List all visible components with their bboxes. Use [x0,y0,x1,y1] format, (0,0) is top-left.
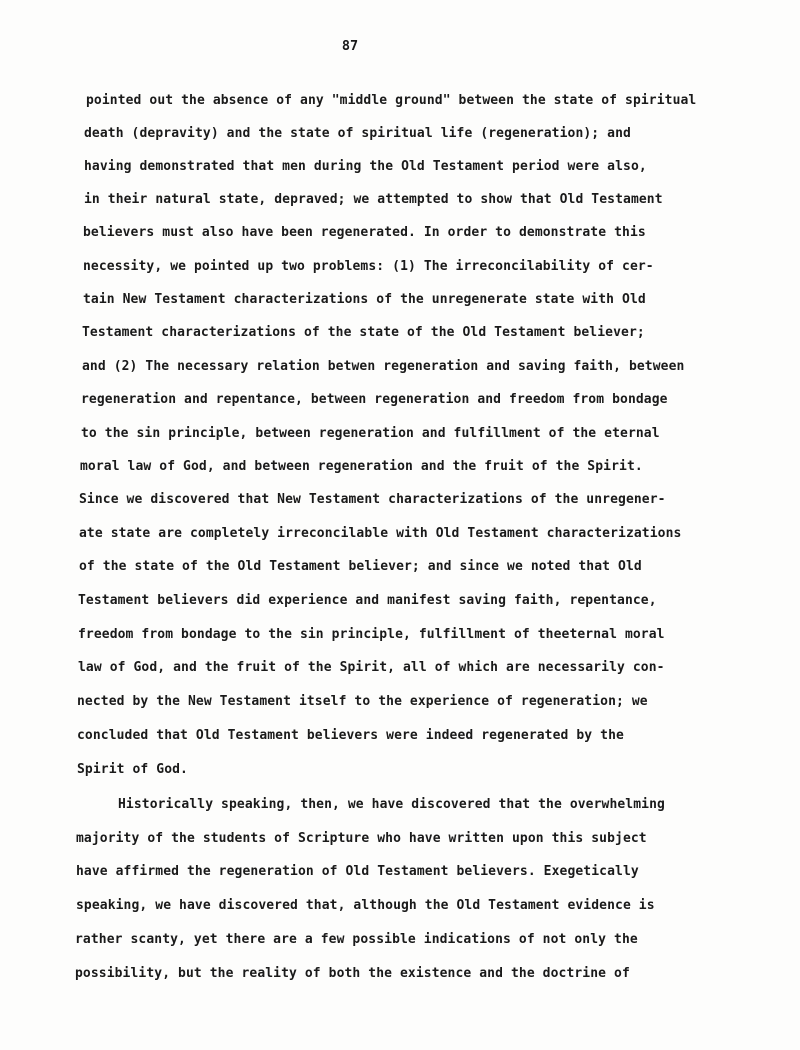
text-line: in their natural state, depraved; we attempted to show that Old Testament [84,192,663,207]
text-line: and (2) The necessary relation betwen regeneration and saving faith, between [82,359,685,374]
text-line: have affirmed the regeneration of Old Testament believers. Exegetically [76,864,639,879]
text-line: majority of the students of Scripture who have written upon this subject [76,831,647,846]
text-line: having demonstrated that men during the Old Testament period were also, [84,159,647,174]
text-line: Testament believers did experience and manifest saving faith, repentance, [78,593,657,608]
text-line: Historically speaking, then, we have discovered that the overwhelming [118,797,665,812]
text-line: law of God, and the fruit of the Spirit, all of which are necessarily con- [78,660,665,675]
text-line: possibility, but the reality of both the existence and the doctrine of [75,966,630,981]
text-line: moral law of God, and between regeneration and the fruit of the Spirit. [80,459,643,474]
text-line: ate state are completely irreconcilable with Old Testament characterizations [79,526,682,541]
page-number: 87 [341,38,359,54]
text-line: concluded that Old Testament believers were indeed regenerated by the [77,728,624,743]
text-line: necessity, we pointed up two problems: (1) The irreconcilability of cer- [83,259,654,274]
text-line: to the sin principle, between regeneration and fulfillment of the eternal [81,426,660,441]
text-line: of the state of the Old Testament believer; and since we noted that Old [79,559,642,574]
text-line: freedom from bondage to the sin principle, fulfillment of theeternal moral [78,627,665,642]
text-line: death (depravity) and the state of spiritual life (regeneration); and [84,126,631,141]
text-line: believers must also have been regenerated. In order to demonstrate this [83,225,646,240]
text-line: Testament characterizations of the state of the Old Testament believer; [82,325,645,340]
text-line: regeneration and repentance, between regeneration and freedom from bondage [81,392,668,407]
text-line: nected by the New Testament itself to the experience of regeneration; we [77,694,648,709]
text-line: speaking, we have discovered that, although the Old Testament evidence is [76,898,655,913]
text-line: pointed out the absence of any "middle ground" between the state of spiritual [86,93,697,108]
text-line: Since we discovered that New Testament characterizations of the unregener- [79,492,666,507]
text-line: rather scanty, yet there are a few possible indications of not only the [75,932,638,947]
text-line: Spirit of God. [77,762,188,777]
text-line: tain New Testament characterizations of the unregenerate state with Old [83,292,646,307]
